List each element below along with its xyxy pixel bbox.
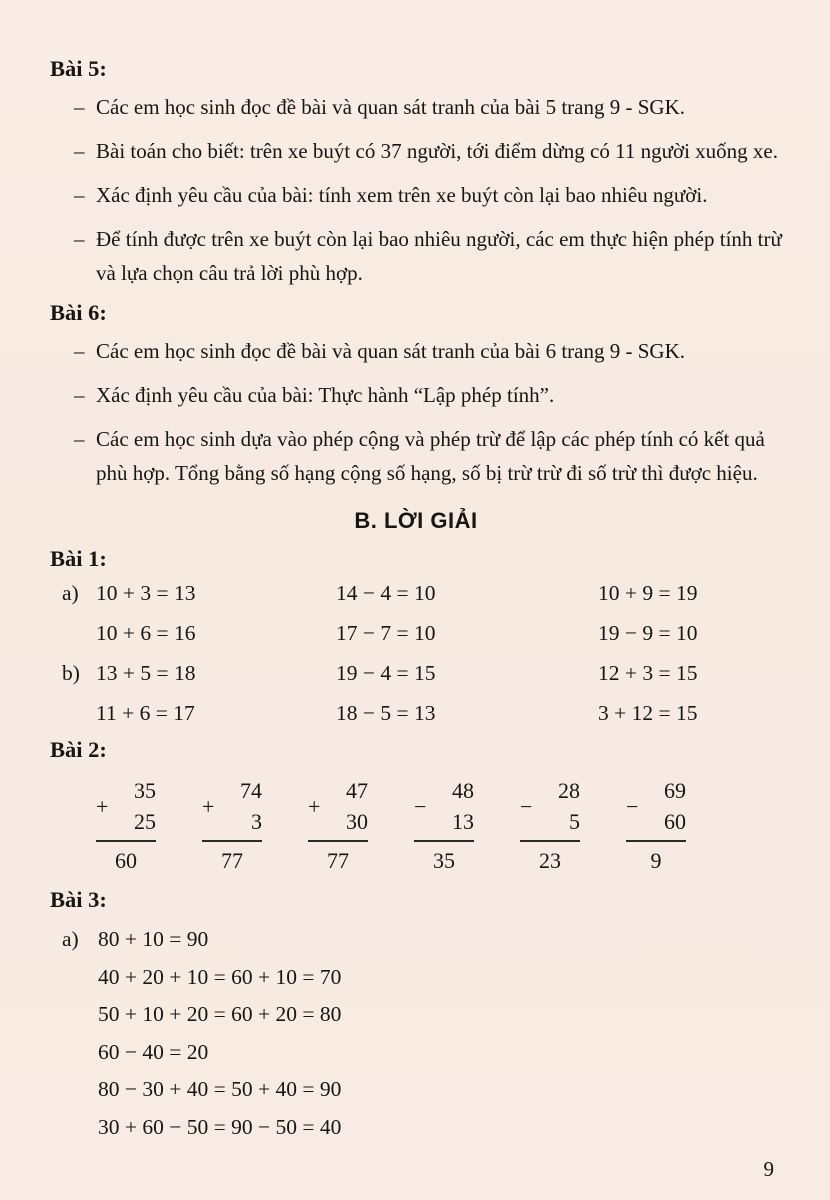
- equation-row: [62, 959, 782, 997]
- top-number: 74: [240, 778, 262, 804]
- column-math-problem: [308, 775, 368, 877]
- section-bai6: [50, 300, 782, 490]
- equation: 10 + 9 = 19: [598, 581, 698, 606]
- row-label: [62, 620, 96, 647]
- equation: 19 − 9 = 10: [598, 621, 698, 646]
- row-label: [62, 700, 96, 727]
- section-exercise1: [50, 546, 782, 727]
- column-math-problem: [202, 775, 262, 877]
- equation: 11 + 6 = 17: [96, 701, 195, 726]
- top-number: 35: [134, 778, 156, 804]
- equation-row: [62, 996, 782, 1034]
- equation: 50 + 10 + 20 = 60 + 20 = 80: [98, 1002, 342, 1027]
- operator-sign: −: [520, 793, 533, 819]
- column-math-problem: [414, 775, 474, 877]
- equation-row: [62, 1034, 782, 1072]
- exercise1-grid: [62, 580, 782, 727]
- row-label: a): [62, 927, 79, 952]
- top-number: 28: [558, 778, 580, 804]
- bai6-heading: Bài 6:: [50, 300, 107, 326]
- equation: 30 + 60 − 50 = 90 − 50 = 40: [98, 1114, 342, 1139]
- list-item-text: Xác định yêu cầu của bài: tính xem trên xe buýt còn lại bao nhiêu người.: [96, 183, 708, 208]
- result-number: 77: [327, 848, 349, 874]
- bottom-number: 13: [452, 809, 474, 835]
- column-math-problem: [96, 775, 156, 877]
- equation: 19 − 4 = 15: [336, 661, 436, 686]
- dash-bullet: –: [74, 227, 85, 252]
- bai5-heading: Bài 5:: [50, 56, 107, 81]
- equation: 80 − 30 + 40 = 50 + 40 = 90: [98, 1077, 342, 1102]
- column-math-problem: [626, 775, 686, 877]
- top-number: 48: [452, 778, 474, 804]
- dash-bullet: –: [74, 183, 85, 208]
- solutions-header: B. LỜI GIẢI: [354, 508, 478, 534]
- dash-bullet: –: [74, 427, 85, 452]
- operator-sign: −: [414, 793, 427, 819]
- list-item-text: Bài toán cho biết: trên xe buýt có 37 người, tới điểm dừng có 11 người xuống xe.: [96, 139, 778, 164]
- list-item: [74, 422, 782, 490]
- row-label: [62, 996, 98, 1034]
- page-number: 9: [763, 1157, 774, 1181]
- exercise1-heading: Bài 1:: [50, 546, 107, 572]
- result-number: 23: [539, 848, 561, 874]
- list-item: [74, 134, 782, 168]
- equation: 13 + 5 = 18: [96, 661, 196, 686]
- list-item: [74, 90, 782, 124]
- top-number: 69: [664, 778, 686, 804]
- row-label: [62, 1071, 98, 1109]
- result-number: 35: [433, 848, 455, 874]
- bottom-number: 60: [664, 809, 686, 835]
- operator-sign: +: [202, 793, 215, 819]
- column-math-problem: [520, 775, 580, 877]
- list-item: [74, 378, 782, 412]
- exercise3-heading: Bài 3:: [50, 887, 107, 913]
- equation: 17 − 7 = 10: [336, 621, 436, 646]
- list-item-text: Các em học sinh đọc đề bài và quan sát tranh của bài 6 trang 9 - SGK.: [96, 339, 685, 364]
- list-item-text: Các em học sinh dựa vào phép cộng và phép trừ để lập các phép tính có kết quả phù hợp. Tổng bằng số hạng cộng số hạng, số bị trừ trừ đi số trừ thì được hiệu.: [96, 427, 765, 486]
- row-label: [62, 1109, 98, 1147]
- exercise2-problems: [96, 775, 782, 877]
- bottom-number: 25: [134, 809, 156, 835]
- result-number: 9: [650, 848, 662, 874]
- section-bai5: [50, 56, 782, 290]
- list-item-text: Các em học sinh đọc đề bài và quan sát tranh của bài 5 trang 9 - SGK.: [96, 95, 685, 119]
- equation: 12 + 3 = 15: [598, 661, 698, 686]
- operator-sign: −: [626, 793, 639, 819]
- top-number: 47: [346, 778, 368, 804]
- equation: 10 + 3 = 13: [96, 581, 196, 606]
- dash-bullet: –: [74, 383, 85, 408]
- row-label: [62, 959, 98, 997]
- list-item-text: Để tính được trên xe buýt còn lại bao nhiêu người, các em thực hiện phép tính trừ và lựa chọn câu trả lời phù hợp.: [96, 227, 782, 286]
- dash-bullet: –: [74, 95, 85, 119]
- equation: 14 − 4 = 10: [336, 581, 436, 606]
- row-label: b): [62, 661, 80, 686]
- section-exercise3: [50, 887, 782, 1146]
- result-number: 77: [221, 848, 243, 874]
- equation: 18 − 5 = 13: [336, 701, 436, 726]
- bottom-number: 3: [251, 809, 262, 835]
- dash-bullet: –: [74, 139, 85, 164]
- operator-sign: +: [308, 793, 321, 819]
- list-item: [74, 334, 782, 368]
- row-label: [62, 1034, 98, 1072]
- equation-row: [62, 1071, 782, 1109]
- section-exercise2: [50, 737, 782, 877]
- equation: 3 + 12 = 15: [598, 701, 698, 726]
- equation-row: [62, 921, 782, 959]
- equation: 10 + 6 = 16: [96, 621, 196, 646]
- equation: 80 + 10 = 90: [98, 927, 209, 952]
- row-label: a): [62, 581, 79, 606]
- result-number: 60: [115, 848, 137, 874]
- equation: 40 + 20 + 10 = 60 + 10 = 70: [98, 964, 342, 989]
- equation-row: [62, 1109, 782, 1147]
- list-item-text: Xác định yêu cầu của bài: Thực hành “Lập phép tính”.: [96, 383, 555, 408]
- list-item: [74, 222, 782, 290]
- exercise2-heading: Bài 2:: [50, 737, 107, 763]
- bottom-number: 5: [569, 809, 580, 835]
- operator-sign: +: [96, 793, 109, 819]
- equation: 60 − 40 = 20: [98, 1039, 209, 1064]
- list-item: [74, 178, 782, 212]
- dash-bullet: –: [74, 339, 85, 364]
- bottom-number: 30: [346, 809, 368, 835]
